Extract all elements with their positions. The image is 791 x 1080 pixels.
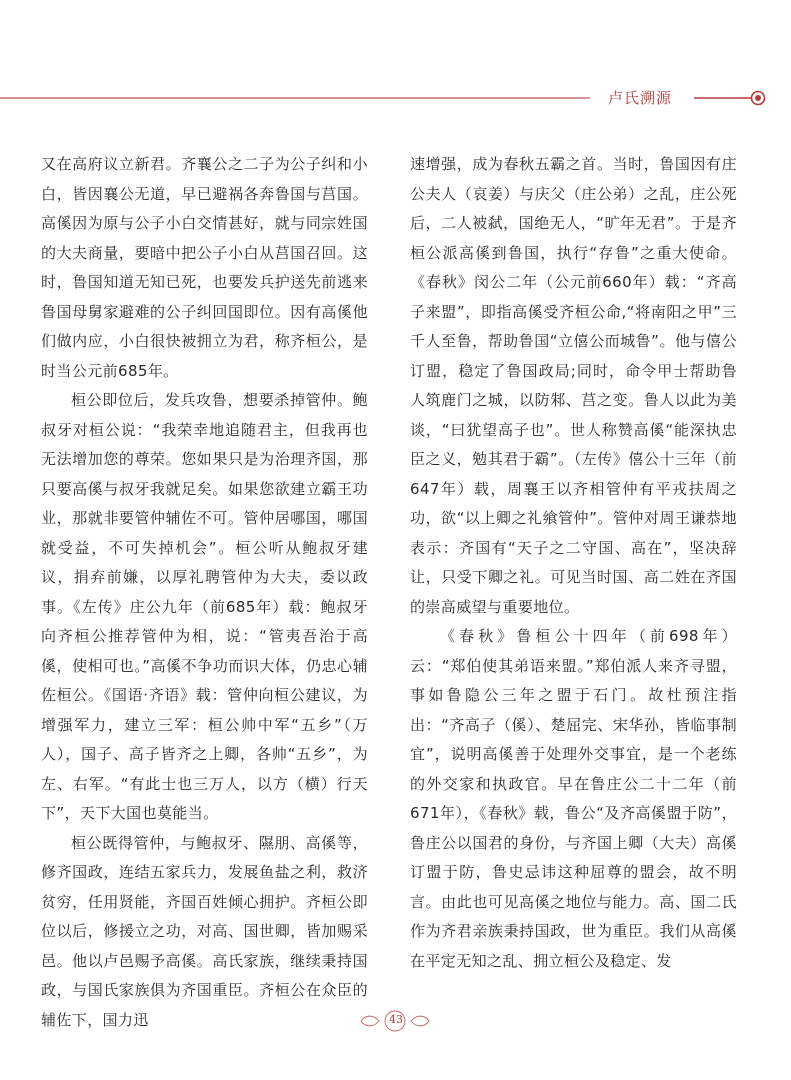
paragraph: 又在高府议立新君。齐襄公之二子为公子纠和小白，皆因襄公无道，早已避祸各奔鲁国与莒国。高傒因为原与公子小白交情甚好，就与同宗姓国的大夫商量，要暗中把公子小白从莒国召回。这时，鲁国知道无知已死，也要发兵护送先前逃来鲁国母舅家避难的公子纠回国即位。因有高傒他们做内应，小白很快被拥立为君，称齐桓公，是时当公元前685年。 — [41, 155, 368, 380]
left-text-column — [41, 150, 368, 1035]
right-text-column — [410, 150, 737, 976]
header-rule-left — [0, 97, 590, 99]
paragraph: 速增强，成为春秋五霸之首。当时，鲁国因有庄公夫人（哀姜）与庆父（庄公弟）之乱，庄公死后，二人被弑，国绝无人，“旷年无君”。于是齐桓公派高傒到鲁国，执行“存鲁”之重大使命。《春秋》闵公二年（公元前660年）载：“齐高子来盟”，即指高傒受齐桓公命,“将南阳之甲”三千人至鲁，帮助鲁国“立僖公而城鲁”。他与僖公订盟，稳定了鲁国政局;同时，命令甲士帮助鲁人筑鹿门之城，以防邾、莒之变。鲁人以此为美谈，“曰犹望高子也”。世人称赞高傒“能深执忠臣之义，勉其君于霸”。（左传》僖公十三年（前647年）载，周襄王以齐相管仲有平戎扶周之功，欲“以上卿之礼飨管仲”。管仲对周王谦恭地表示：齐国有“天子之二守国、高在”，坚决辞让，只受下卿之礼。可见当时国、高二姓在齐国的崇高威望与重要地位。 — [410, 155, 737, 616]
page-number: 43 — [389, 1013, 403, 1026]
page-footer — [355, 1010, 435, 1032]
paragraph: 桓公既得管仲，与鲍叔牙、隰朋、高傒等，修齐国政，连结五家兵力，发展鱼盐之利，救济贫穷，任用贤能，齐国百姓倾心拥护。齐桓公即位以后，修援立之功，对高、国世卿，皆加赐采邑。他以卢邑赐予高傒。高氏家族，继续秉持国政，与国氏家族俱为齐国重臣。齐桓公在众臣的辅佐下，国力迅 — [41, 833, 368, 1029]
circle-dot-icon — [750, 90, 766, 106]
paragraph: 《春秋》鲁桓公十四年（前698年）云：“郑伯使其弟语来盟。”郑伯派人来齐寻盟，事如鲁隐公三年之盟于石门。故杜预注指出：“齐高子（傒）、楚屈完、宋华孙，皆临事制宜”，说明高傒善于处理外交事宜，是一个老练的外交家和执政官。早在鲁庄公二十二年（前671年），《春秋》载，鲁公“及齐高傒盟于防”，鲁庄公以国君的身份，与齐国上卿（大夫）高傒订盟于防，鲁史忌讳这种屈尊的盟会，故不明言。由此也可见高傒之地位与能力。高、国二氏作为齐君亲族秉持国政，世为重臣。我们从高傒在平定无知之乱、拥立桓公及稳定、发 — [410, 627, 737, 970]
paragraph: 桓公即位后，发兵攻鲁，想要杀掉管仲。鲍叔牙对桓公说：“我荣幸地追随君主，但我再也无法增加您的尊荣。您如果只是为治理齐国，那只要高傒与叔牙我就足矣。如果您欲建立霸王功业，那就非要管仲辅佐不可。管仲居哪国，哪国就受益，不可失掉机会”。桓公听从鲍叔牙建议，捐弃前嫌，以厚礼聘管仲为大夫，委以政事。《左传》庄公九年（前685年）载：鲍叔牙向齐桓公推荐管仲为相，说：“管夷吾治于高傒，使相可也。”高傒不争功而识大体，仍忠心辅佐桓公。《国语·齐语》载：管仲向桓公建议，为增强军力，建立三军：桓公帅中军“五乡”（万人），国子、高子皆齐之上卿，各帅“五乡”，为左、右军。“有此士也三万人，以方（横）行天下”，天下大国也莫能当。 — [41, 391, 368, 822]
section-title: 卢氏溯源 — [608, 89, 673, 107]
header-rule-right — [694, 97, 752, 99]
